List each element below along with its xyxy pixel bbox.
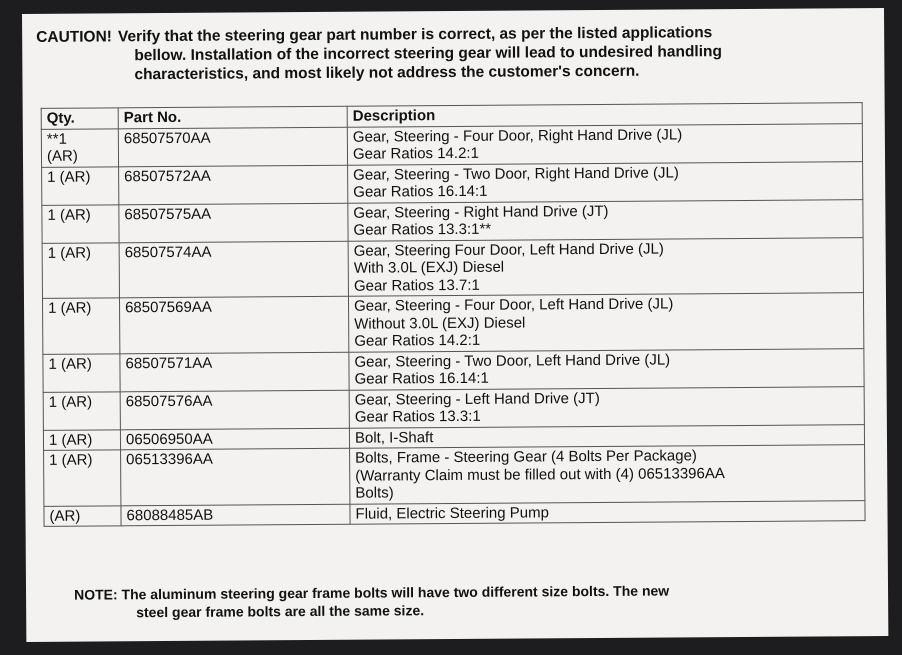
caution-line-1: Verify that the steering gear part number is correct, as per the listed applications <box>117 24 713 46</box>
part-number-cell: 68507576AA <box>120 390 349 430</box>
part-number-cell: 68507572AA <box>119 165 348 205</box>
table-row <box>42 199 863 243</box>
qty-cell: 1 (AR) <box>42 204 119 243</box>
caution-line-3: characteristics, and most likely not address the customer's concern. <box>134 62 640 84</box>
table-row <box>42 237 863 298</box>
qty-cell: 1 (AR) <box>44 450 121 506</box>
qty-cell: 1 (AR) <box>43 353 120 392</box>
qty-cell: (AR) <box>44 505 121 526</box>
part-number-cell: 68507570AA <box>118 127 347 167</box>
description-cell: Gear, Steering Four Door, Left Hand Drive (JL) With 3.0L (EXJ) Diesel Gear Ratios 13.7:1 <box>348 237 863 296</box>
qty-cell: 1 (AR) <box>42 166 119 205</box>
qty-cell: **1 (AR) <box>41 128 118 167</box>
part-number-cell: 68507571AA <box>120 352 349 392</box>
qty-cell: 1 (AR) <box>43 429 120 450</box>
table-body <box>41 123 865 526</box>
part-number-cell: 68088485AB <box>121 504 350 526</box>
table-row <box>41 123 862 167</box>
note-line-2: steel gear frame bolts are all the same size. <box>136 602 425 621</box>
part-number-cell: 68507574AA <box>119 241 348 298</box>
caution-label: CAUTION! <box>36 28 113 46</box>
description-header: Description <box>347 103 862 127</box>
table-row <box>44 445 865 506</box>
description-cell: Bolt, I-Shaft <box>349 424 864 448</box>
part-number-cell: 68507575AA <box>119 203 348 243</box>
description-cell: Gear, Steering - Four Door, Right Hand Drive (JL) Gear Ratios 14.2:1 <box>347 123 862 165</box>
table-row <box>44 500 865 526</box>
table-row <box>43 386 864 430</box>
description-cell: Gear, Steering - Left Hand Drive (JT) Gear Ratios 13.3:1 <box>349 386 864 428</box>
description-cell: Bolts, Frame - Steering Gear (4 Bolts Per Package) (Warranty Claim must be filled out with (4) 06513396AA Bolts) <box>350 445 865 504</box>
table-row <box>43 348 864 392</box>
caution-line-2: bellow. Installation of the incorrect steering gear will lead to undesired handling <box>134 43 722 65</box>
note-line-1: NOTE: The aluminum steering gear frame bolts will have two different size bolts. The new <box>73 582 670 603</box>
qty-cell: 1 (AR) <box>42 298 119 354</box>
description-cell: Gear, Steering - Two Door, Left Hand Drive (JL) Gear Ratios 16.14:1 <box>349 348 864 390</box>
part-number-cell: 68507569AA <box>119 296 348 353</box>
part-number-cell: 06513396AA <box>121 448 350 505</box>
table-row <box>42 293 863 354</box>
part-number-header: Part No. <box>118 106 347 128</box>
description-cell: Gear, Steering - Four Door, Left Hand Drive (JL) Without 3.0L (EXJ) Diesel Gear Ratios 14.2:1 <box>348 293 863 352</box>
qty-cell: 1 (AR) <box>42 242 119 298</box>
description-cell: Fluid, Electric Steering Pump <box>350 500 865 524</box>
part-number-cell: 06506950AA <box>120 428 349 450</box>
qty-cell: 1 (AR) <box>43 391 120 430</box>
description-cell: Gear, Steering - Two Door, Right Hand Drive (JL) Gear Ratios 16.14:1 <box>348 161 863 203</box>
table-row <box>42 161 863 205</box>
document-page <box>22 8 888 642</box>
qty-header: Qty. <box>41 108 118 129</box>
parts-table <box>41 102 866 527</box>
caution-notice <box>36 22 856 85</box>
description-cell: Gear, Steering - Right Hand Drive (JT) Gear Ratios 13.3:1** <box>348 199 863 241</box>
note <box>74 580 854 621</box>
